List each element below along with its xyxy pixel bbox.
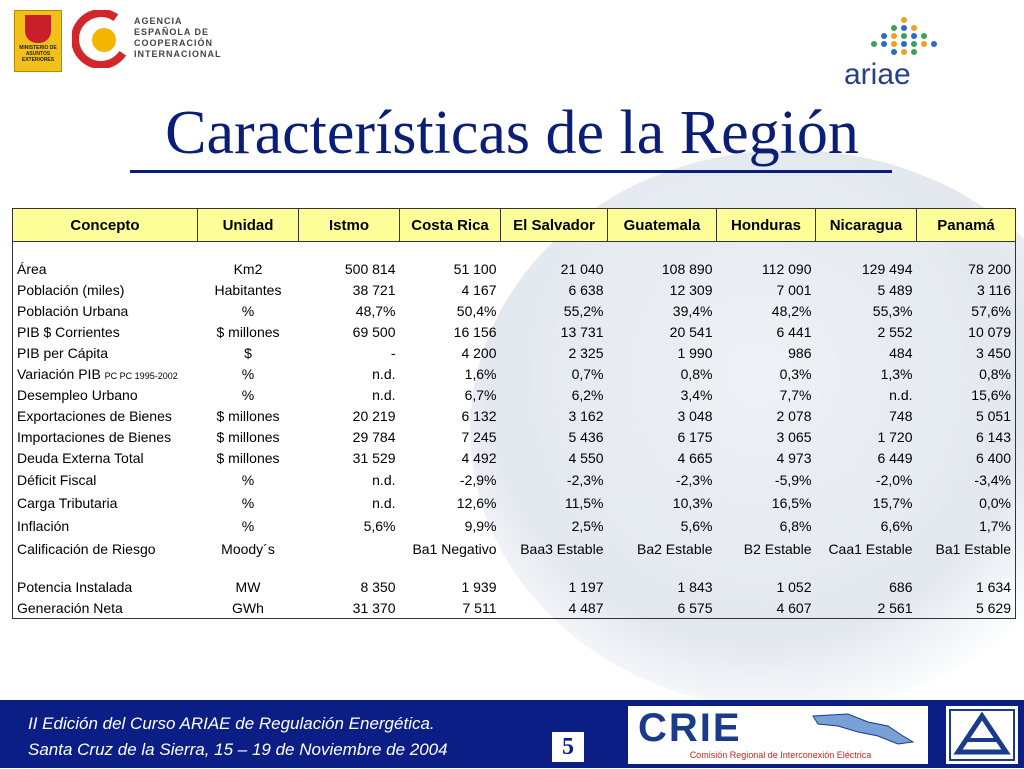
concepto-text: Potencia Instalada [17, 578, 133, 595]
concepto-note: PC PC 1995-2002 [104, 370, 178, 381]
cell-value: 6 143 [975, 428, 1011, 445]
concepto-text: Exportaciones de Bienes [17, 407, 172, 424]
page-number: 5 [552, 732, 584, 762]
concepto-text: PIB $ Corrientes [17, 323, 120, 340]
cell-value: 48,7% [355, 302, 396, 319]
table-row [13, 537, 1016, 560]
cell-concepto [13, 405, 198, 426]
cell-unidad: % [241, 494, 255, 511]
cell-value: 0,0% [979, 494, 1011, 511]
cell-value: 13 731 [560, 323, 604, 340]
cell-concepto [13, 491, 198, 514]
cell-value: 8 350 [360, 578, 396, 595]
cell-value: 6 175 [677, 428, 713, 445]
cell-value: 748 [889, 407, 913, 424]
col-costa-rica: Costa Rica [400, 209, 501, 242]
institution-emblem-icon [946, 706, 1018, 764]
cell-unidad: $ [244, 344, 252, 361]
cell-value: 4 665 [677, 449, 713, 466]
concepto-text: PIB per Cápita [17, 344, 109, 361]
cell-value: 10,3% [672, 494, 713, 511]
table-row [13, 321, 1016, 342]
concepto-text: Deuda Externa Total [17, 449, 144, 466]
cell-concepto [13, 514, 198, 537]
cell-value: 3,4% [680, 386, 713, 403]
cell-concepto [13, 468, 198, 491]
cell-unidad: $ millones [216, 407, 280, 424]
coat-of-arms-icon [25, 15, 51, 43]
cell-value: 3 116 [977, 281, 1011, 298]
cell-value: 5 436 [568, 428, 604, 445]
cell-value: -5,9% [774, 471, 812, 488]
cell-value: 0,8% [979, 365, 1011, 382]
cell-value: 31 370 [352, 599, 396, 616]
ministry-logo [14, 10, 62, 72]
concepto-text: Inflación [17, 517, 70, 534]
cell-unidad: % [241, 302, 255, 319]
cell-value: 6,8% [779, 517, 812, 534]
table-row [13, 279, 1016, 300]
concepto-text: Población (miles) [17, 281, 125, 298]
cell-value: 16,5% [771, 494, 812, 511]
cell-value: 500 814 [344, 260, 396, 277]
cell-value: 31 529 [352, 449, 396, 466]
col-honduras: Honduras [717, 209, 816, 242]
cell-value: 2 561 [877, 599, 913, 616]
cell-value: 21 040 [560, 260, 604, 277]
cell-value: 4 973 [776, 449, 812, 466]
concepto-text: Déficit Fiscal [17, 471, 97, 488]
cell-value: 4 487 [568, 599, 604, 616]
ariae-wordmark: ariae [844, 58, 911, 91]
crie-logo [628, 706, 928, 764]
cell-value: -2,9% [459, 471, 497, 488]
cell-value: n.d. [372, 386, 396, 403]
cell-unidad: % [241, 517, 255, 534]
table-row [13, 426, 1016, 447]
cell-concepto [13, 300, 198, 321]
cell-value: 0,8% [680, 365, 713, 382]
cell-value: 1 990 [677, 344, 713, 361]
cell-value: 2 552 [877, 323, 913, 340]
cell-value: 57,6% [971, 302, 1011, 319]
cell-value: n.d. [372, 365, 396, 382]
cell-value: 55,3% [872, 302, 913, 319]
cell-value: 2 325 [568, 344, 604, 361]
aecid-logo-icon [72, 10, 130, 68]
cell-unidad: GWh [232, 599, 264, 616]
cell-value: -2,0% [875, 471, 913, 488]
cell-value: Baa3 Estable [520, 540, 604, 557]
cell-value: 6,2% [571, 386, 604, 403]
cell-value: 48,2% [771, 302, 812, 319]
cell-value: 7,7% [779, 386, 812, 403]
cell-value: 4 492 [461, 449, 497, 466]
concepto-text: Desempleo Urbano [17, 386, 138, 403]
cell-value: 3 065 [776, 428, 812, 445]
col-panama: Panamá [917, 209, 1016, 242]
cell-value: -3,4% [974, 471, 1011, 488]
cell-value: 1 843 [677, 578, 713, 595]
col-concepto: Concepto [13, 209, 198, 242]
cell-value: 3 162 [568, 407, 604, 424]
cell-value [299, 537, 400, 560]
table-row [13, 491, 1016, 514]
cell-value: n.d. [372, 471, 396, 488]
cell-value: 5 629 [975, 599, 1011, 616]
cell-value: B2 Estable [743, 540, 812, 557]
cell-value: 9,9% [464, 517, 497, 534]
cell-value: 69 500 [352, 323, 396, 340]
cell-value: 5 489 [877, 281, 913, 298]
agency-line: COOPERACIÓN [134, 38, 214, 48]
table-row [13, 384, 1016, 405]
cell-unidad: Habitantes [214, 281, 282, 298]
cell-value: 108 890 [661, 260, 713, 277]
cell-unidad: Moody´s [221, 540, 275, 557]
table-row [13, 342, 1016, 363]
cell-value: 3 048 [677, 407, 713, 424]
cell-value: 78 200 [968, 260, 1011, 277]
cell-value: Ba2 Estable [637, 540, 713, 557]
table-row [13, 363, 1016, 384]
agency-line: AGENCIA [134, 16, 183, 26]
cell-value: 51 100 [453, 260, 497, 277]
table-row [13, 597, 1016, 619]
col-unidad: Unidad [198, 209, 299, 242]
cell-value: 1 720 [877, 428, 913, 445]
table-row [13, 300, 1016, 321]
cell-value: 0,3% [779, 365, 812, 382]
col-guatemala: Guatemala [608, 209, 717, 242]
concepto-text: Carga Tributaria [17, 494, 118, 511]
table-row [13, 468, 1016, 491]
table-row [13, 405, 1016, 426]
cell-value: 12 309 [669, 281, 713, 298]
cell-value: 129 494 [861, 260, 913, 277]
ariae-logo [844, 14, 964, 94]
col-el-salvador: El Salvador [501, 209, 608, 242]
cell-concepto [13, 258, 198, 279]
cell-value: 4 167 [461, 281, 497, 298]
cell-value: 50,4% [456, 302, 497, 319]
cell-value: n.d. [372, 494, 396, 511]
agency-line: ESPAÑOLA DE [134, 27, 210, 37]
ministry-text: MINISTERIO DE ASUNTOS EXTERIORES [19, 45, 57, 63]
cell-value: 38 721 [352, 281, 396, 298]
cell-value: 986 [788, 344, 812, 361]
cell-value: Ba1 Estable [935, 540, 1011, 557]
cell-value: - [390, 344, 396, 361]
cell-concepto [13, 447, 198, 468]
crie-wordmark: CRIE [638, 706, 742, 750]
concepto-text: Población Urbana [17, 302, 129, 319]
concepto-text: Importaciones de Bienes [17, 428, 172, 445]
cell-value: 1 939 [461, 578, 497, 595]
cell-value: 16 156 [453, 323, 497, 340]
cell-concepto [13, 597, 198, 619]
cell-value: 15,6% [971, 386, 1011, 403]
cell-value: 15,7% [872, 494, 913, 511]
crie-subtitle: Comisión Regional de Interconexión Eléctrica [689, 750, 872, 760]
table-body [13, 242, 1016, 619]
cell-unidad: % [241, 471, 255, 488]
concepto-text: Generación Neta [17, 599, 123, 616]
cell-value: 20 219 [352, 407, 396, 424]
cell-concepto [13, 537, 198, 560]
cell-value: 39,4% [672, 302, 713, 319]
institution-logo [946, 706, 1018, 764]
cell-value: 5,6% [363, 517, 396, 534]
cell-concepto [13, 426, 198, 447]
footer-course-line: II Edición del Curso ARIAE de Regulación Energética. [28, 714, 435, 733]
cell-value: 6,7% [464, 386, 497, 403]
cell-value: 1 634 [975, 578, 1011, 595]
cell-value: Ba1 Negativo [412, 540, 497, 557]
cell-value: 7 001 [776, 281, 812, 298]
cell-unidad: % [241, 386, 255, 403]
cell-value: 5,6% [680, 517, 713, 534]
table-row [13, 514, 1016, 537]
cell-value: 1,7% [979, 517, 1011, 534]
cell-value: 6 638 [568, 281, 604, 298]
concepto-text: Variación PIB [17, 365, 101, 382]
cell-value: 4 550 [568, 449, 604, 466]
cell-value: 4 200 [461, 344, 497, 361]
cell-value: 2 078 [776, 407, 812, 424]
cell-value: 1,3% [880, 365, 913, 382]
cell-value: 20 541 [669, 323, 713, 340]
cell-value: 12,6% [456, 494, 497, 511]
agency-name [134, 16, 222, 60]
title-underline [130, 170, 892, 173]
page-title: Características de la Región [165, 99, 859, 167]
cell-value: 6,6% [880, 517, 913, 534]
cell-concepto [13, 279, 198, 300]
concepto-text: Calificación de Riesgo [17, 540, 156, 557]
col-istmo: Istmo [299, 209, 400, 242]
cell-concepto [13, 384, 198, 405]
cell-unidad: % [241, 365, 255, 382]
cell-value: 4 607 [776, 599, 812, 616]
cell-value: 3 450 [975, 344, 1011, 361]
cell-unidad: $ millones [216, 428, 280, 445]
cell-concepto [13, 342, 198, 363]
cell-value: -2,3% [566, 471, 604, 488]
cell-value: 0,7% [571, 365, 604, 382]
cell-value: -2,3% [675, 471, 713, 488]
table-row [13, 258, 1016, 279]
cell-value: 686 [889, 578, 913, 595]
cell-value: 7 245 [461, 428, 497, 445]
table-row [13, 447, 1016, 468]
cell-value: 11,5% [564, 494, 604, 511]
table-spacer-row [13, 560, 1016, 576]
cell-value: 55,2% [563, 302, 604, 319]
cell-value: 6 132 [461, 407, 497, 424]
cell-value: 6 449 [877, 449, 913, 466]
region-table [12, 208, 1016, 619]
cell-concepto [13, 363, 198, 384]
central-america-map-icon [808, 708, 918, 748]
table-header-row [13, 209, 1016, 242]
concepto-text: Área [17, 260, 47, 277]
cell-value: 5 051 [975, 407, 1011, 424]
cell-value: 2,5% [571, 517, 604, 534]
cell-concepto [13, 321, 198, 342]
cell-value: 1,6% [464, 365, 497, 382]
table-row [13, 576, 1016, 597]
cell-value: 6 441 [776, 323, 812, 340]
cell-value: 6 400 [975, 449, 1011, 466]
cell-value: 29 784 [352, 428, 396, 445]
cell-value: 112 090 [761, 260, 812, 277]
cell-value: 484 [889, 344, 913, 361]
cell-value: 6 575 [677, 599, 713, 616]
cell-value: 1 052 [776, 578, 812, 595]
cell-unidad: $ millones [216, 449, 280, 466]
cell-value: 1 197 [568, 578, 604, 595]
agency-line: INTERNACIONAL [134, 49, 222, 59]
cell-value: 10 079 [968, 323, 1011, 340]
footer-location-line: Santa Cruz de la Sierra, 15 – 19 de Noviembre de 2004 [28, 740, 448, 759]
table-spacer-row [13, 242, 1016, 259]
ariae-dots-icon [864, 14, 954, 58]
cell-unidad: MW [235, 578, 261, 595]
cell-value: 7 511 [462, 599, 497, 616]
cell-value: Caa1 Estable [828, 540, 913, 557]
cell-unidad: $ millones [216, 323, 280, 340]
cell-concepto [13, 576, 198, 597]
cell-unidad: Km2 [233, 260, 263, 277]
cell-value: n.d. [889, 386, 913, 403]
col-nicaragua: Nicaragua [816, 209, 917, 242]
